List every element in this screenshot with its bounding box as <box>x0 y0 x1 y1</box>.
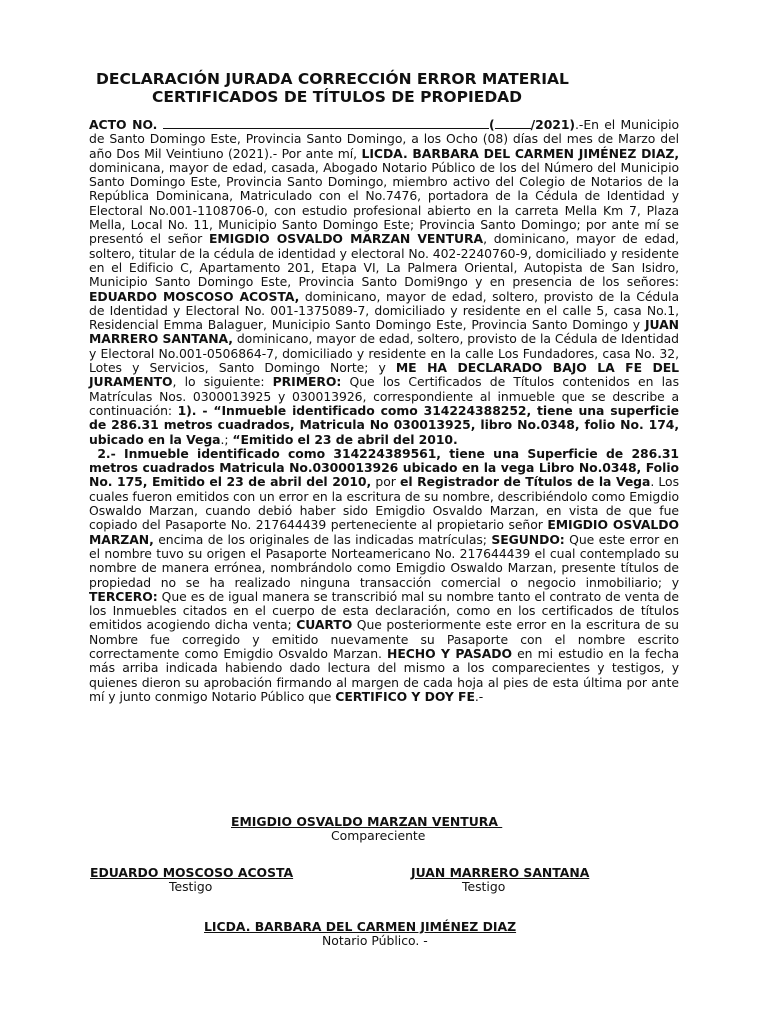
text: Que posteriormente este error en la escritura de su Nombre fue corregido y emitido nuevamente su Pasaporte con el nombre escrito correctamente como Emigdio Osvaldo Marzan. <box>89 617 679 661</box>
acto-number-short-blank <box>495 118 531 129</box>
testigo-2-role: Testigo <box>462 879 506 894</box>
acto-number-blank <box>163 118 489 129</box>
paragraph-1 <box>89 118 679 447</box>
acto-open-paren: ( <box>489 117 495 132</box>
certifico-label: CERTIFICO Y DOY FE <box>335 688 475 704</box>
text: encima de los originales de las indicadas matrículas; <box>153 531 492 547</box>
text: dominicano, mayor de edad, soltero, provisto de la Cédula de Identidad y Electoral No.001-0506864-7, domiciliado y residente en la calle Los Fundadores, casa No. 32, Lotes y Servicios, Santo Domingo Norte; y <box>89 331 679 376</box>
text: dominicano, mayor de edad, soltero, provisto de la Cédula de Identidad y Electoral No. 001-1375089-7, domiciliado y residente en el calle 5, casa No.1, Residencial Emma Balaguer, Municipio Santo Domingo Este, Provincia Santo Domingo y <box>89 288 679 333</box>
text: .-En el Municipio de Santo Domingo Este, Provincia Santo Domingo, a los Ocho (08) días del mes de Marzo del año Dos Mil Veintiuno (2021).- Por ante mí, <box>89 117 680 161</box>
signature-testigo-1 <box>90 866 330 894</box>
title-line-1: DECLARACIÓN JURADA CORRECCIÓN ERROR MATERIAL <box>96 70 569 88</box>
property-2-description: 2.- Inmueble identificado como 314224389561, tiene una Superficie de 286.31 metros cuadrados Matricula No.0300013926 ubicado en la vega Libro No.0348, Folio No. 175, Emitido el 23 de abril del 2010, <box>89 445 684 490</box>
document-title <box>90 70 650 106</box>
oath-statement: ME HA DECLARADO BAJO LA FE DEL JURAMENTO <box>89 360 679 390</box>
signature-compareciente <box>231 815 551 843</box>
testigo-1-role: Testigo <box>169 879 213 894</box>
declarant-name: EMIGDIO OSVALDO MARZAN VENTURA <box>208 231 484 247</box>
text: Que es de igual manera se transcribió mal su nombre tanto el contrato de venta de los Inmuebles citados en el cuerpo de esta declaración, como en los certificados de títulos emitidos acogiendo dicha venta; <box>89 588 679 633</box>
testigo-2-name: JUAN MARRERO SANTANA <box>411 865 590 880</box>
owner-name: EMIGDIO OSVALDO MARZAN, <box>89 517 679 547</box>
witness-2-name: JUAN MARRERO SANTANA, <box>89 317 679 347</box>
testigo-1-name: EDUARDO MOSCOSO ACOSTA <box>90 865 294 880</box>
compareciente-role: Compareciente <box>331 828 426 843</box>
notario-name: LICDA. BARBARA DEL CARMEN JIMÉNEZ DIAZ <box>204 919 517 934</box>
tercero-label: TERCERO: <box>89 588 158 604</box>
compareciente-name: EMIGDIO OSVALDO MARZAN VENTURA <box>231 814 503 829</box>
paragraph-2 <box>89 445 684 704</box>
cuarto-label: CUARTO <box>296 617 353 633</box>
segundo-label: SEGUNDO: <box>491 531 565 547</box>
property-1-issued: “Emitido el 23 de abril del 2010. <box>232 431 458 447</box>
text: , dominicano, mayor de edad, soltero, titular de la cédula de identidad y electoral No. 402-2240760-9, domiciliado y residente en el Edificio C, Apartamento 201, Etapa VI, La Palmera Oriental, Autopista de San Isidro, Municipio Santo Domingo Este, Provincia Santo Domi9ngo y en presencia de los señores: <box>89 231 679 290</box>
text: .- <box>474 688 484 704</box>
text: Que este error en el nombre tuvo su origen el Pasaporte Norteamericano No. 217644439 el cual contemplado su nombre de manera errónea, nombrándolo como Emigdio Oswaldo Marzan, presente títulos de propiedad no se ha realizado ninguna transacción comercial o negocio inmobiliario; y <box>89 531 679 590</box>
witness-1-name: EDUARDO MOSCOSO ACOSTA, <box>89 288 300 304</box>
registrar: el Registrador de Títulos de la Vega <box>399 474 651 490</box>
signature-notario <box>204 920 584 948</box>
hecho-pasado-label: HECHO Y PASADO <box>387 645 513 661</box>
acto-year: /2021) <box>530 117 576 132</box>
text: Que los Certificados de Títulos contenidos en las Matrículas Nos. 0300013925 y 030013926, correspondiente al inmueble que se describe a continuación: <box>89 374 679 418</box>
notary-name: LICDA. BARBARA DEL CARMEN JIMÉNEZ DIAZ, <box>361 145 679 161</box>
document-body <box>89 117 684 704</box>
acto-label: ACTO NO. <box>89 117 164 132</box>
text: por <box>371 474 400 490</box>
text: .; <box>220 431 233 447</box>
property-1-description: 1). - “Inmueble identificado como 314224388252, tiene una superficie de 286.31 metros cuadrados, Matricula No 030013925, libro No.0348, folio No. 174, ubicado en la Vega <box>89 402 679 447</box>
text: en mi estudio en la fecha más arriba indicada habiendo dado lectura del mismo a los comparecientes y testigos, y quienes dieron su aprobación firmando al margen de cada hoja al pies de esta última por ante mí y junto conmigo Notario Público que <box>89 645 679 704</box>
text: dominicana, mayor de edad, casada, Abogado Notario Público de los del Número del Municipio Santo Domingo Este, Provincia Santo Domingo, miembro activo del Colegio de Notarios de la República Dominicana, Matriculado con el No.7476, portadora de la Cédula de Identidad y Electoral No.001-1108706-0, con estudio profesional abierto en la carreta Mella Km 7, Plaza Mella, Local No. 11, Municipio Santo Domingo Este; Provincia Santo Domingo; por ante mí se presentó el señor <box>89 159 679 247</box>
text: . Los cuales fueron emitidos con un error en la escritura de su nombre, describiéndolo como Emigdio Oswaldo Marzan, cuando debió haber sido Emigdio Osvaldo Marzan, en vista de que fue copiado del Pasaporte No. 217644439 perteneciente al propietario señor <box>89 474 679 533</box>
title-line-2: CERTIFICADOS DE TÍTULOS DE PROPIEDAD <box>152 88 523 106</box>
signature-testigo-2 <box>411 866 631 894</box>
notario-role: Notario Público. - <box>322 933 428 948</box>
primero-label: PRIMERO: <box>272 374 342 390</box>
text: , lo siguiente: <box>172 374 273 390</box>
